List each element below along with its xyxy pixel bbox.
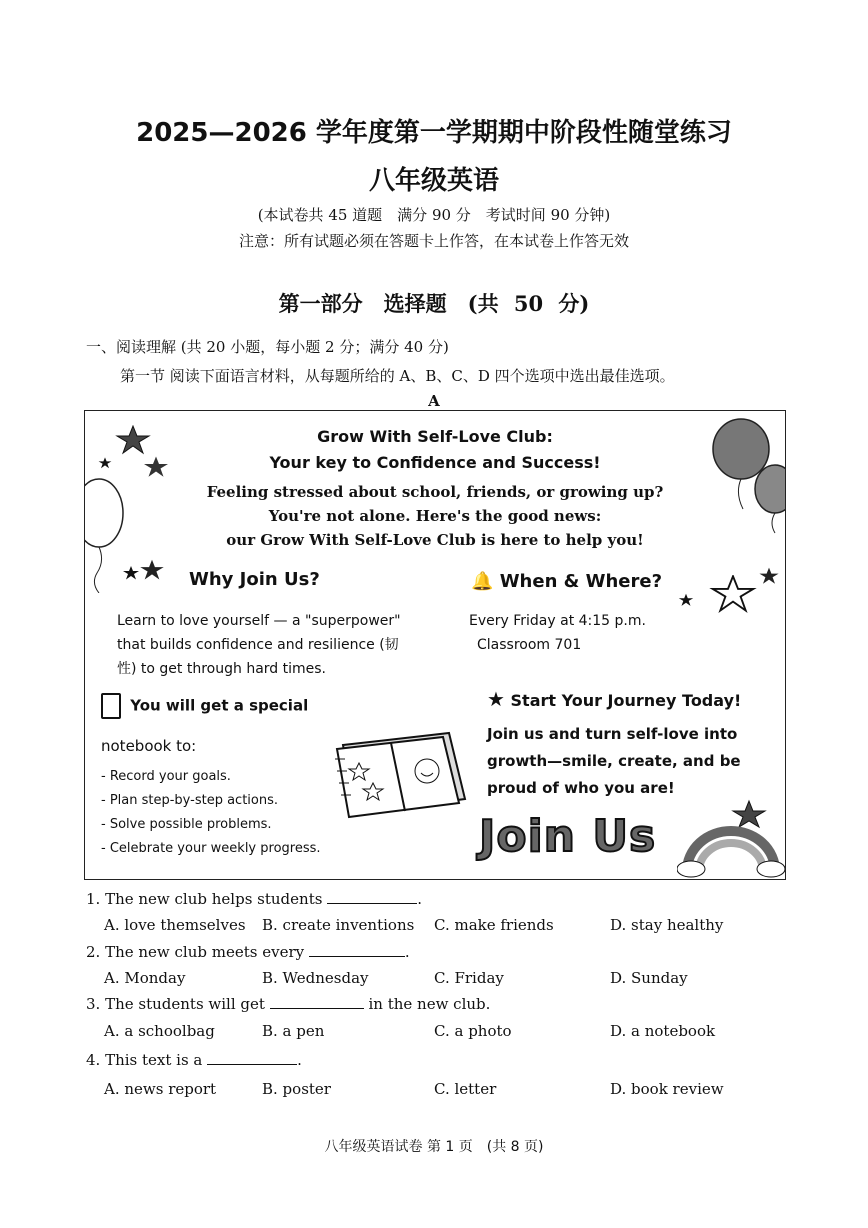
question-stem-end: . (297, 1051, 302, 1069)
option-c: C. Friday (434, 969, 504, 987)
notebook-heading: You will get a special (130, 696, 309, 715)
exam-subject: 八年级英语 (368, 166, 499, 196)
when-heading-row (471, 571, 662, 592)
option-b: B. Wednesday (262, 969, 369, 987)
list-item: - Solve possible problems. (101, 817, 272, 832)
question-3 (86, 995, 490, 1013)
part-title: 第一部分 选择题 (共 50 分) (278, 291, 590, 316)
when-place: Classroom 701 (477, 637, 582, 653)
bell-icon: 🔔 (471, 571, 494, 592)
poster-intro-1: Feeling stressed about school, friends, or growing up? (206, 483, 664, 501)
question-stem: 4. This text is a (86, 1051, 203, 1069)
answer-blank (207, 1051, 297, 1065)
option-b: B. poster (262, 1080, 331, 1098)
option-a: A. Monday (104, 969, 186, 987)
why-heading: Why Join Us? (189, 569, 320, 590)
question-2 (86, 943, 410, 961)
answer-blank (309, 943, 405, 957)
question-stem: 2. The new club meets every (86, 943, 305, 961)
star-icon (757, 567, 781, 585)
start-heading: Start Your Journey Today! (510, 691, 742, 710)
poster-intro-2: You're not alone. Here's the good news: (268, 507, 602, 525)
subsection-instructions: 第一节 阅读下面语言材料，从每题所给的 A、B、C、D 四个选项中选出最佳选项。 (120, 367, 675, 385)
option-b: B. create inventions (262, 916, 415, 934)
list-item: - Celebrate your weekly progress. (101, 841, 321, 856)
poster-title: Grow With Self-Love Club: (317, 427, 553, 446)
question-stem-end: . (404, 943, 410, 961)
option-a: A. love themselves (104, 916, 246, 934)
list-item: - Plan step-by-step actions. (101, 793, 279, 808)
option-c: C. make friends (434, 916, 554, 934)
poster-intro-3: our Grow With Self-Love Club is here to help you! (226, 531, 644, 549)
option-d: D. stay healthy (610, 916, 724, 934)
star-icon (707, 575, 759, 613)
option-d: D. Sunday (610, 969, 688, 987)
exam-notice: 注意：所有试题必须在答题卡上作答，在本试卷上作答无效 (238, 232, 629, 250)
question-stem: 1. The new club helps students (86, 890, 323, 908)
answer-blank (327, 890, 417, 904)
why-text: Learn to love yourself — a "superpower" that builds confidence and resilience (韧性) to get through hard times. (117, 613, 401, 677)
start-heading-row (487, 687, 741, 711)
join-us-graphic: Join Us (479, 811, 657, 862)
option-b: B. a pen (262, 1022, 325, 1040)
when-heading: When & Where? (499, 571, 663, 592)
answer-blank (270, 995, 364, 1009)
start-text: Join us and turn self-love into growth—smile, create, and be proud of who you are! (487, 725, 741, 797)
star-icon: ★ (487, 687, 505, 711)
option-c: C. letter (434, 1080, 497, 1098)
notebook-heading-row (101, 693, 308, 719)
question-stem-end: in the new club. (363, 995, 491, 1013)
star-icon (677, 593, 695, 607)
notebook-small-icon (101, 693, 121, 719)
exam-info: (本试卷共 45 道题 满分 90 分 考试时间 90 分钟) (257, 206, 611, 224)
question-stem: 3. The students will get (86, 995, 265, 1013)
option-c: C. a photo (434, 1022, 512, 1040)
page-footer: 八年级英语试卷 第 1 页 (共 8 页) (324, 1139, 544, 1155)
question-4 (86, 1051, 302, 1069)
star-icon (137, 559, 167, 581)
notebook-icon (329, 729, 469, 821)
exam-title: 2025—2026 学年度第一学期期中阶段性随堂练习 (136, 118, 732, 148)
passage-label: A (428, 392, 440, 410)
list-item: - Record your goals. (101, 769, 231, 784)
notebook-heading-2: notebook to: (101, 737, 197, 755)
club-poster (84, 410, 786, 880)
option-a: A. a schoolbag (104, 1022, 215, 1040)
option-a: A. news report (104, 1080, 217, 1098)
when-time: Every Friday at 4:15 p.m. (469, 613, 646, 629)
notebook-list (101, 765, 321, 861)
question-stem-end: . (417, 890, 422, 908)
option-d: D. book review (610, 1080, 724, 1098)
option-d: D. a notebook (610, 1022, 716, 1040)
question-1 (86, 890, 422, 908)
section-title: 一、阅读理解 (共 20 小题，每小题 2 分；满分 40 分) (86, 338, 449, 356)
rainbow-icon (677, 799, 785, 879)
poster-subtitle: Your key to Confidence and Success! (269, 453, 601, 472)
